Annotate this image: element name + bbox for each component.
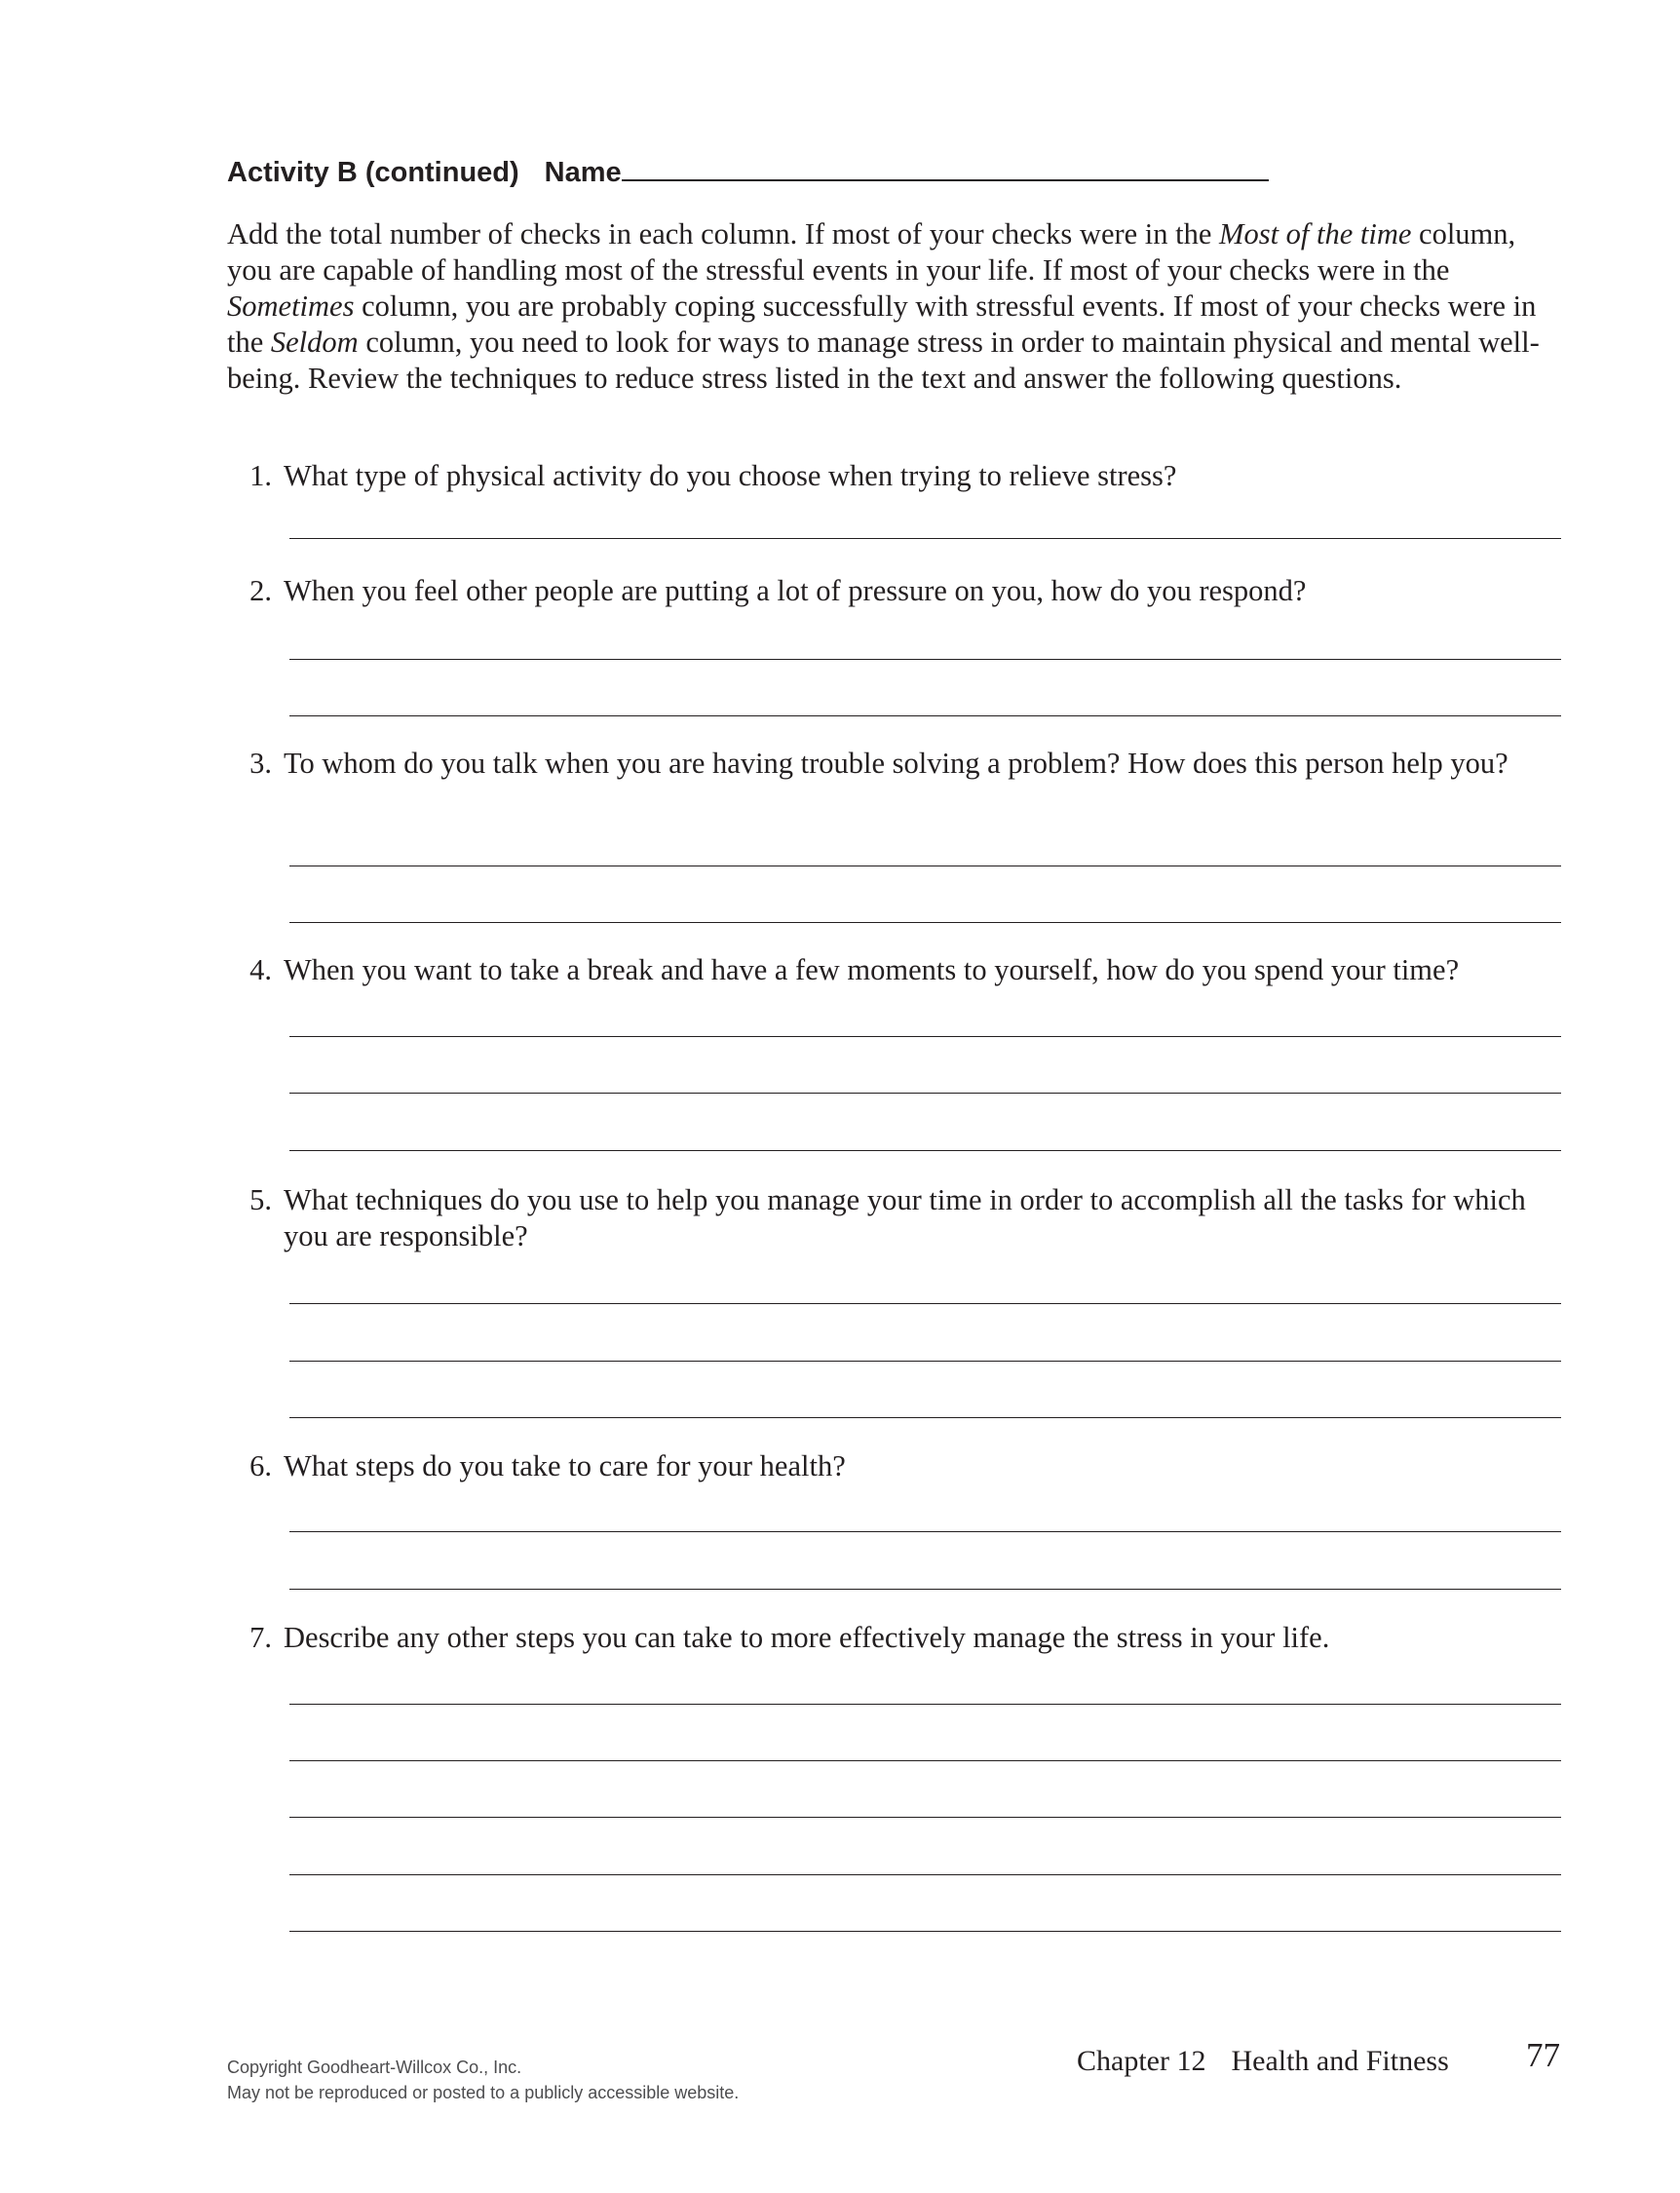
- intro-text: column, you are probably coping successfully with stressful events. If most of your checks were in the: [227, 289, 1537, 359]
- answer-line[interactable]: [289, 1303, 1561, 1304]
- answer-line[interactable]: [289, 1704, 1561, 1705]
- answer-line[interactable]: [289, 659, 1561, 660]
- answer-line[interactable]: [289, 1150, 1561, 1151]
- question-text: What type of physical activity do you choose when trying to relieve stress?: [284, 459, 1177, 492]
- intro-italic-seldom: Seldom: [270, 326, 359, 359]
- reproduction-notice: May not be reproduced or posted to a publicly accessible website.: [227, 2083, 740, 2102]
- question-number: 7.: [249, 1621, 272, 1654]
- answer-line[interactable]: [289, 1531, 1561, 1532]
- question-number: 3.: [249, 747, 272, 780]
- question-text: To whom do you talk when you are having trouble solving a problem? How does this person help you?: [284, 747, 1508, 780]
- intro-text: column, you are capable of handling most of the stressful events in your life. If most of your checks were in the: [227, 217, 1516, 287]
- chapter-footer: [1077, 2044, 1449, 2079]
- activity-label: Activity B (continued): [227, 157, 519, 188]
- question-number: 6.: [249, 1449, 272, 1482]
- page-number: 77: [1526, 2036, 1560, 2074]
- answer-line[interactable]: [289, 1589, 1561, 1590]
- answer-line[interactable]: [289, 1874, 1561, 1875]
- name-label: Name: [544, 157, 622, 188]
- intro-italic-most: Most of the time: [1219, 217, 1412, 250]
- question-text: Describe any other steps you can take to more effectively manage the stress in your life.: [284, 1621, 1330, 1654]
- answer-line[interactable]: [289, 1817, 1561, 1818]
- chapter-number: Chapter 12: [1077, 2045, 1206, 2077]
- answer-line[interactable]: [289, 1760, 1561, 1761]
- intro-text: Add the total number of checks in each column. If most of your checks were in the: [227, 217, 1220, 250]
- intro-text: column, you need to look for ways to manage stress in order to maintain physical and mental well-being. Review the techniques to reduce stress listed in the text and answer the following questions.: [227, 326, 1540, 395]
- answer-line[interactable]: [289, 1931, 1561, 1932]
- question-text: When you want to take a break and have a few moments to yourself, how do you spend your time?: [284, 953, 1460, 986]
- answer-line[interactable]: [289, 1417, 1561, 1418]
- answer-line[interactable]: [289, 1361, 1561, 1362]
- question-number: 1.: [249, 459, 272, 492]
- question-number: 4.: [249, 953, 272, 986]
- answer-line[interactable]: [289, 922, 1561, 923]
- question-text: What techniques do you use to help you manage your time in order to accomplish all the tasks for which you are responsible?: [284, 1183, 1526, 1252]
- answer-line[interactable]: [289, 1036, 1561, 1037]
- answer-line[interactable]: [289, 538, 1561, 539]
- answer-line[interactable]: [289, 1093, 1561, 1094]
- question-text: When you feel other people are putting a lot of pressure on you, how do you respond?: [284, 574, 1307, 607]
- question-number: 5.: [249, 1183, 272, 1216]
- intro-italic-sometimes: Sometimes: [227, 289, 355, 323]
- copyright-notice: [227, 2055, 739, 2105]
- chapter-title: Health and Fitness: [1231, 2045, 1449, 2077]
- question-text: What steps do you take to care for your health?: [284, 1449, 846, 1482]
- copyright-text: Copyright Goodheart-Willcox Co., Inc.: [227, 2058, 522, 2077]
- question-number: 2.: [249, 574, 272, 607]
- answer-line[interactable]: [289, 715, 1561, 716]
